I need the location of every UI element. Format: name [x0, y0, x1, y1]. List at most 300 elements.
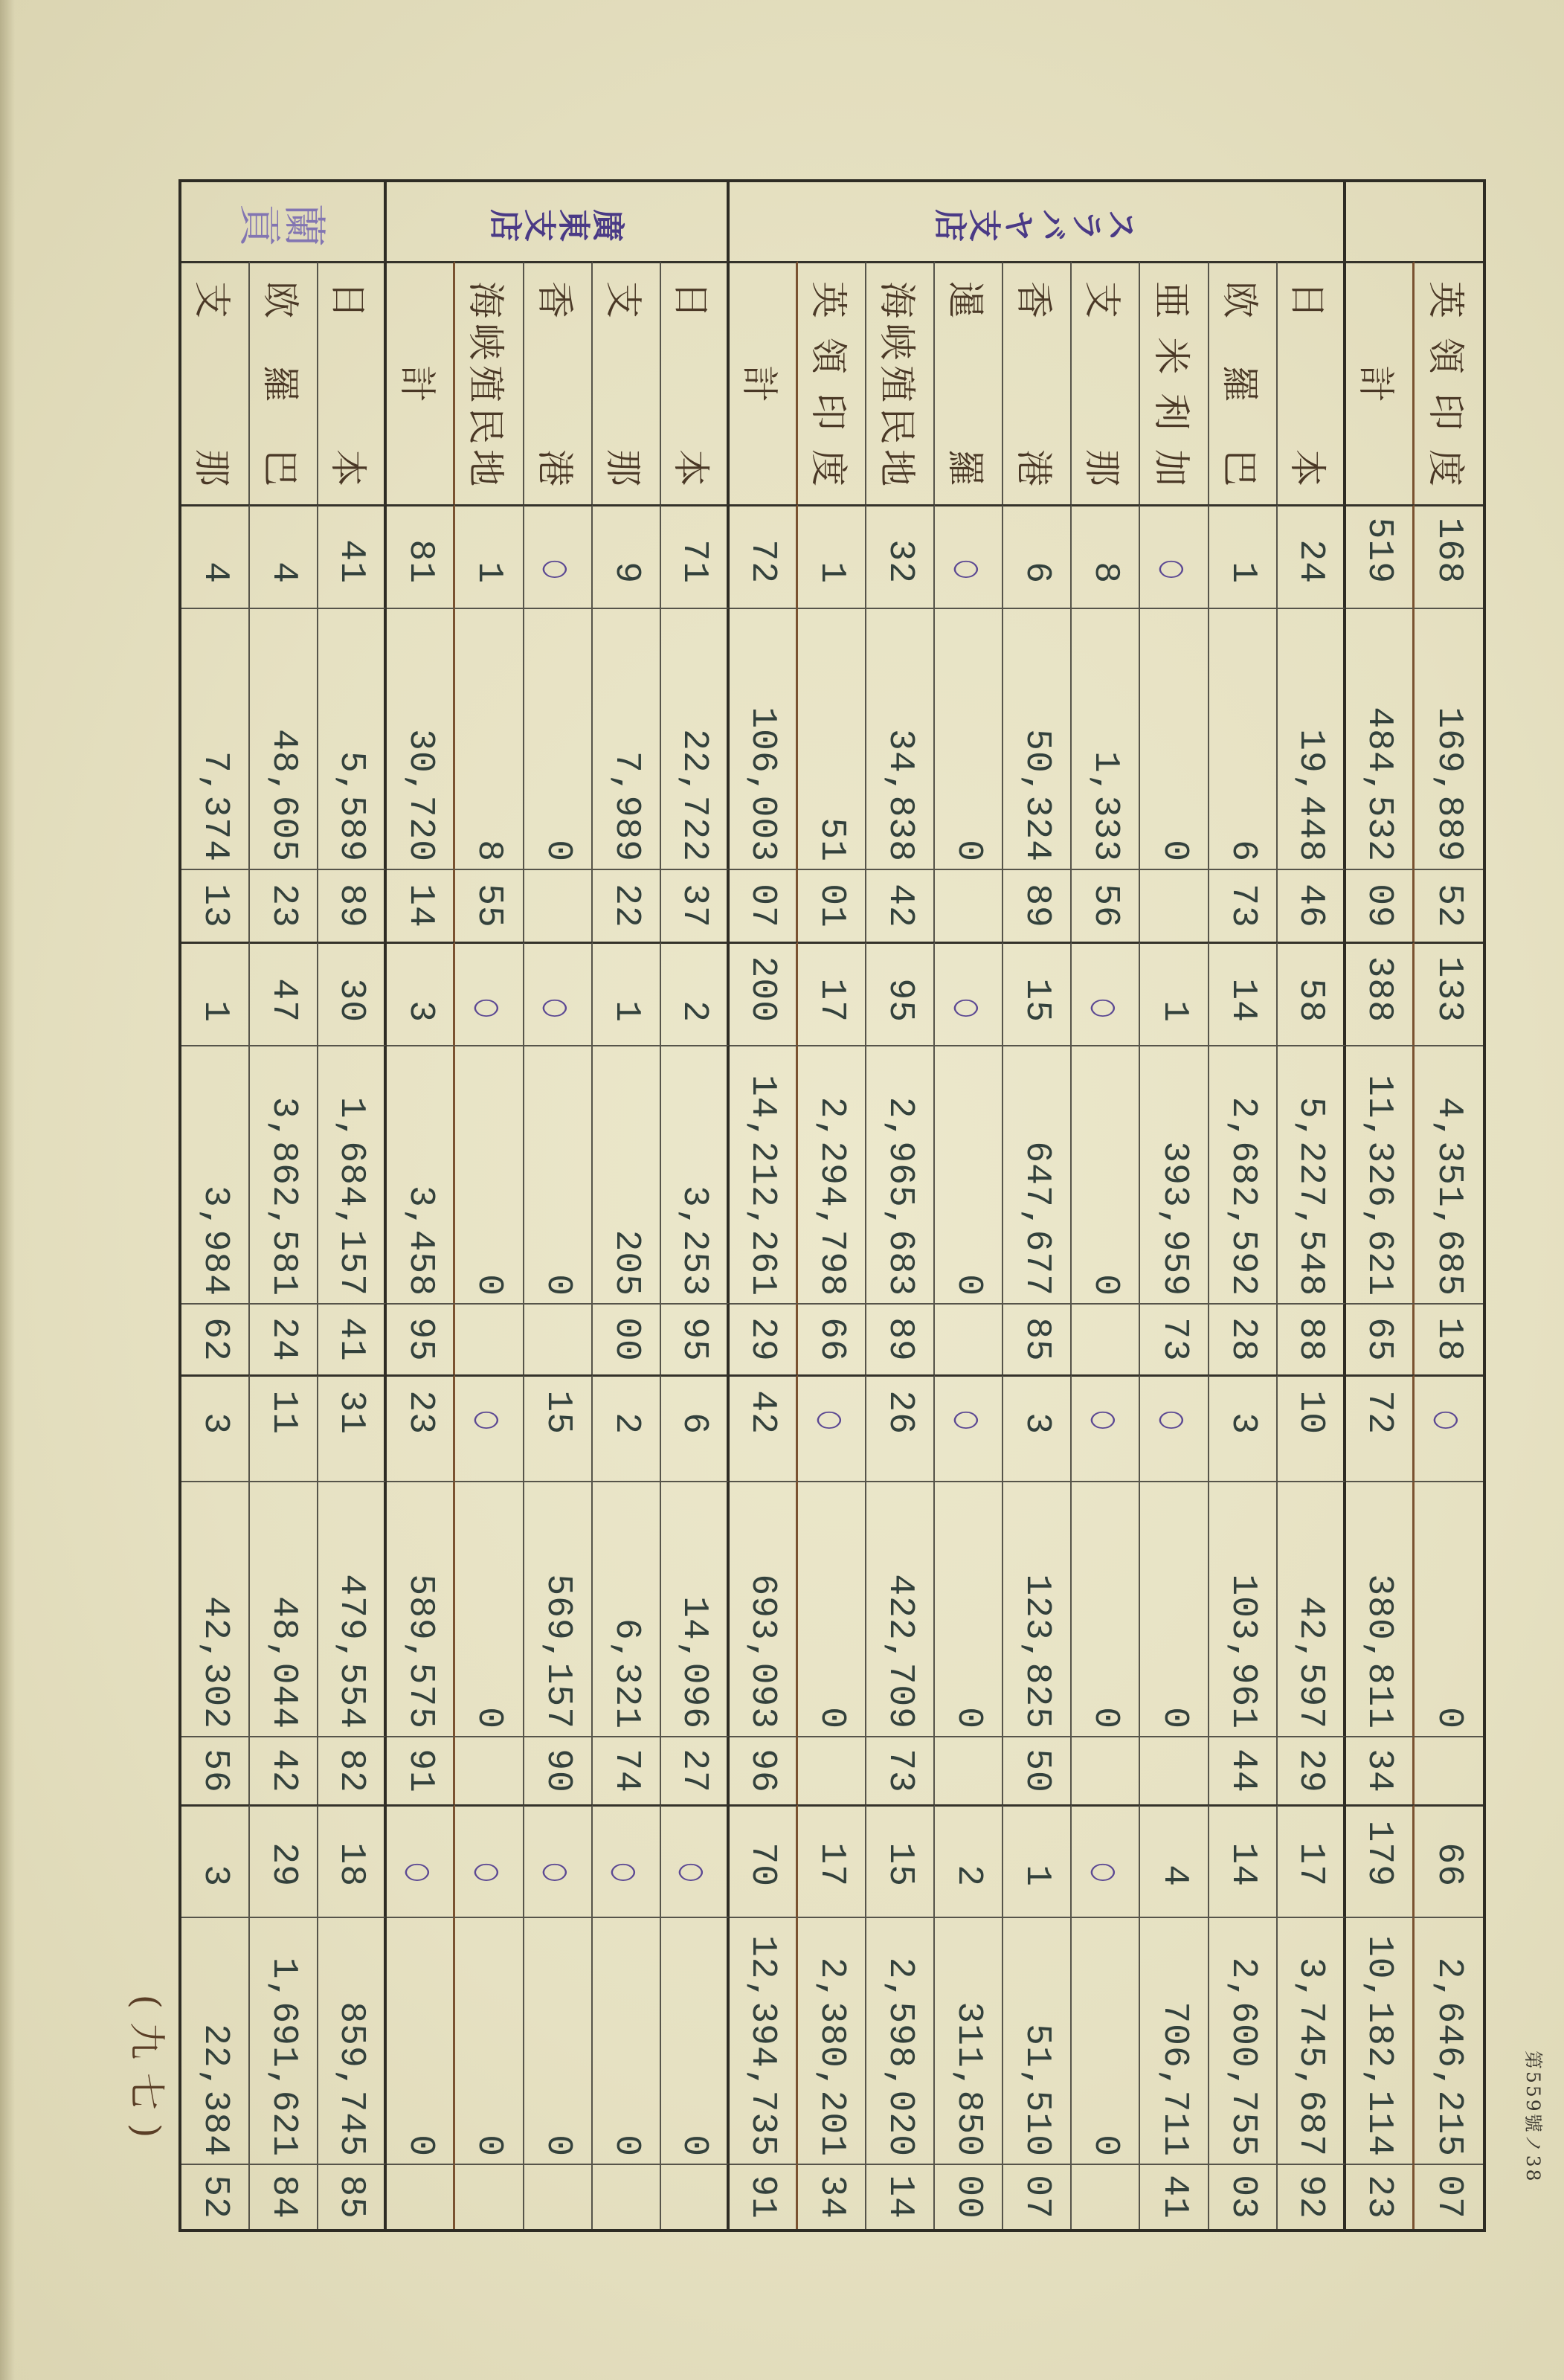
decimal-cell — [798, 1736, 866, 1804]
decimal-cell — [1140, 1736, 1209, 1804]
amount-cell — [730, 1917, 798, 2164]
amount-cell — [1072, 608, 1140, 869]
count-cell-text: 42 — [742, 1390, 783, 1435]
count-cell-text: ○ — [539, 559, 576, 580]
amount-cell-text: 4,351,685 — [1428, 1096, 1469, 1296]
amount-cell-text: 103,961 — [1222, 1574, 1263, 1729]
decimal-cell — [661, 1736, 730, 1804]
decimal-cell — [1209, 869, 1278, 942]
amount-cell-text: 19,448 — [1290, 729, 1330, 862]
decimal-cell — [181, 1303, 250, 1374]
count-cell-text: ○ — [1087, 1862, 1124, 1883]
amount-cell — [181, 608, 250, 869]
amount-cell — [1140, 1481, 1209, 1736]
decimal-cell — [524, 2164, 593, 2229]
amount-cell — [866, 1481, 935, 1736]
amount-cell-text: 1,684,157 — [331, 1096, 372, 1296]
decimal-cell-text: 91 — [742, 2175, 783, 2219]
count-cell-text: 95 — [880, 978, 921, 1023]
count-cell-text: 17 — [1290, 1842, 1330, 1887]
decimal-cell-text: 55 — [469, 884, 509, 928]
region-label-text: 支那 — [190, 281, 234, 486]
amount-cell — [1415, 608, 1483, 869]
decimal-cell-text: 34 — [1359, 1749, 1400, 1793]
decimal-cell-text: 74 — [605, 1749, 646, 1793]
amount-cell-text: 1,691,621 — [263, 1957, 304, 2157]
count-cell-text: 1 — [195, 1000, 236, 1023]
amount-cell — [1003, 608, 1072, 869]
amount-cell-text: 2,682,592 — [1222, 1096, 1263, 1296]
count-cell — [1346, 942, 1415, 1045]
region-label — [661, 261, 730, 504]
count-cell-text: 2 — [673, 1000, 714, 1023]
amount-cell — [1415, 1481, 1483, 1736]
count-cell-text: ○ — [675, 1862, 712, 1883]
count-cell-text: 1 — [811, 562, 852, 584]
decimal-cell-text: 00 — [605, 1317, 646, 1362]
count-cell — [593, 504, 661, 608]
count-cell — [1003, 504, 1072, 608]
count-cell-text: 11 — [263, 1390, 304, 1435]
region-label-text: 日本 — [326, 281, 370, 486]
count-cell — [1415, 942, 1483, 1045]
decimal-cell — [866, 1736, 935, 1804]
amount-cell-text: 0 — [1153, 840, 1194, 862]
amount-cell — [1072, 1045, 1140, 1303]
count-cell — [1415, 504, 1483, 608]
count-cell-text: ○ — [539, 1862, 576, 1883]
decimal-cell — [318, 1303, 387, 1374]
decimal-cell — [935, 869, 1003, 942]
count-cell — [524, 1374, 593, 1481]
count-cell-text: ○ — [608, 1862, 645, 1883]
count-cell — [181, 942, 250, 1045]
amount-cell-text: 1,333 — [1085, 750, 1126, 862]
decimal-cell-text: 73 — [1222, 884, 1263, 928]
count-cell — [1346, 504, 1415, 608]
count-cell-text: 29 — [263, 1842, 304, 1887]
count-cell — [593, 1374, 661, 1481]
decimal-cell-text: 95 — [673, 1317, 714, 1362]
region-label-text: 日本 — [1285, 281, 1329, 486]
amount-cell — [1278, 1917, 1346, 2164]
amount-cell — [387, 1917, 455, 2164]
amount-cell-text: 0 — [948, 840, 989, 862]
amount-cell — [250, 1045, 318, 1303]
decimal-cell-text: 44 — [1222, 1749, 1263, 1793]
decimal-cell-text: 07 — [742, 884, 783, 928]
decimal-cell — [935, 2164, 1003, 2229]
amount-cell-text: 8 — [469, 840, 509, 862]
count-cell-text: 15 — [1017, 978, 1058, 1023]
decimal-cell — [798, 869, 866, 942]
count-cell — [250, 504, 318, 608]
decimal-cell-text: 89 — [1017, 884, 1058, 928]
amount-cell — [593, 1045, 661, 1303]
amount-cell — [1346, 1481, 1415, 1736]
decimal-cell — [798, 1303, 866, 1374]
decimal-cell — [1278, 2164, 1346, 2229]
region-label — [798, 261, 866, 504]
count-cell-text: 32 — [880, 539, 921, 584]
amount-cell — [524, 1045, 593, 1303]
count-cell — [318, 504, 387, 608]
amount-cell — [935, 608, 1003, 869]
decimal-cell-text: 85 — [1017, 1317, 1058, 1362]
count-cell — [455, 942, 524, 1045]
count-cell — [730, 1804, 798, 1917]
region-label-text: 暹羅 — [944, 281, 988, 486]
amount-cell — [1072, 1917, 1140, 2164]
decimal-cell — [730, 2164, 798, 2229]
region-label — [181, 261, 250, 504]
count-cell — [1346, 1374, 1415, 1481]
amount-cell — [730, 1481, 798, 1736]
amount-cell — [1346, 1917, 1415, 2164]
region-label-text: 支那 — [601, 281, 645, 486]
decimal-cell — [730, 1303, 798, 1374]
count-cell — [1209, 1804, 1278, 1917]
amount-cell-text: 0 — [1085, 2135, 1126, 2157]
count-cell-text: 58 — [1290, 978, 1330, 1023]
count-cell-text: 3 — [195, 1865, 236, 1887]
amount-cell — [935, 1917, 1003, 2164]
page-number: (九七) — [125, 1994, 168, 2152]
decimal-cell — [318, 869, 387, 942]
amount-cell — [730, 1045, 798, 1303]
amount-cell-text: 7,374 — [195, 750, 236, 862]
amount-cell-text: 0 — [811, 1707, 852, 1729]
count-cell-text: ○ — [950, 1410, 987, 1431]
decimal-cell — [593, 1303, 661, 1374]
total-row-label — [1346, 261, 1415, 504]
amount-cell-text: 11,326,621 — [1359, 1074, 1400, 1296]
section-label-text: スラバヤ支店 — [933, 203, 1139, 241]
decimal-cell-text: 28 — [1222, 1317, 1263, 1362]
decimal-cell-text: 13 — [195, 884, 236, 928]
page-reference: 第559號ノ38 — [1522, 2051, 1544, 2184]
amount-cell-text: 0 — [948, 1274, 989, 1296]
decimal-cell — [1415, 1303, 1483, 1374]
amount-cell — [1415, 1045, 1483, 1303]
count-cell-text: 15 — [880, 1842, 921, 1887]
amount-cell — [798, 1917, 866, 2164]
decimal-cell — [1209, 2164, 1278, 2229]
decimal-cell — [1209, 1736, 1278, 1804]
amount-cell-text: 0 — [605, 2135, 646, 2157]
count-cell — [1209, 1374, 1278, 1481]
amount-cell — [1003, 1481, 1072, 1736]
decimal-cell-text: 90 — [537, 1749, 578, 1793]
amount-cell — [593, 1481, 661, 1736]
decimal-cell-text: 23 — [263, 884, 304, 928]
decimal-cell-text: 07 — [1428, 2175, 1469, 2219]
region-label-text: 香港 — [532, 281, 576, 486]
amount-cell — [866, 1045, 935, 1303]
decimal-cell — [387, 1736, 455, 1804]
amount-cell-text: 0 — [537, 2135, 578, 2157]
region-label-text: 欧羅巴 — [1217, 281, 1261, 486]
count-cell — [866, 504, 935, 608]
decimal-cell — [524, 1736, 593, 1804]
decimal-cell — [661, 869, 730, 942]
decimal-cell-text: 41 — [331, 1317, 372, 1362]
count-cell — [1072, 942, 1140, 1045]
amount-cell — [593, 608, 661, 869]
amount-cell — [661, 1917, 730, 2164]
amount-cell — [455, 1481, 524, 1736]
count-cell — [455, 504, 524, 608]
region-label — [1140, 261, 1209, 504]
decimal-cell-text: 09 — [1359, 884, 1400, 928]
count-cell-text: 66 — [1428, 1842, 1469, 1887]
count-cell-text: 1 — [1222, 562, 1263, 584]
decimal-cell — [1003, 1303, 1072, 1374]
decimal-cell — [1415, 869, 1483, 942]
amount-cell — [661, 1481, 730, 1736]
decimal-cell — [1278, 1303, 1346, 1374]
decimal-cell-text: 46 — [1290, 884, 1330, 928]
count-cell — [866, 942, 935, 1045]
amount-cell-text: 311,850 — [948, 2001, 989, 2157]
amount-cell-text: 51 — [811, 817, 852, 862]
decimal-cell — [1003, 1736, 1072, 1804]
amount-cell — [1003, 1045, 1072, 1303]
decimal-cell — [661, 2164, 730, 2229]
count-cell-text: 10 — [1290, 1390, 1330, 1435]
decimal-cell-text: 14 — [399, 884, 440, 928]
amount-cell — [524, 1481, 593, 1736]
count-cell — [1278, 504, 1346, 608]
amount-cell-text: 2,646,215 — [1428, 1957, 1469, 2157]
decimal-cell — [1346, 1303, 1415, 1374]
decimal-cell-text: 89 — [331, 884, 372, 928]
amount-cell — [181, 1481, 250, 1736]
amount-cell — [1140, 608, 1209, 869]
count-cell — [798, 504, 866, 608]
decimal-cell — [250, 1736, 318, 1804]
amount-cell — [318, 1045, 387, 1303]
decimal-cell — [866, 1303, 935, 1374]
count-cell — [455, 1804, 524, 1917]
count-cell-text: 3 — [399, 1000, 440, 1023]
decimal-cell — [935, 1303, 1003, 1374]
amount-cell-text: 51,510 — [1017, 2024, 1058, 2157]
count-cell-text: ○ — [470, 1410, 507, 1431]
count-cell-text: 179 — [1359, 1820, 1400, 1887]
decimal-cell-text: 95 — [399, 1317, 440, 1362]
count-cell-text: 31 — [331, 1390, 372, 1435]
decimal-cell — [455, 1303, 524, 1374]
section-label — [181, 182, 387, 261]
amount-cell-text: 3,862,581 — [263, 1096, 304, 1296]
amount-cell-text: 589,575 — [399, 1574, 440, 1729]
region-label-text: 香港 — [1012, 281, 1056, 486]
decimal-cell-text: 52 — [1428, 884, 1469, 928]
count-cell-text: 388 — [1359, 956, 1400, 1023]
region-label-text: 亜米利加 — [1149, 281, 1193, 486]
count-cell — [524, 504, 593, 608]
amount-cell — [387, 608, 455, 869]
count-cell — [387, 1374, 455, 1481]
count-cell — [318, 1804, 387, 1917]
decimal-cell — [1140, 1303, 1209, 1374]
amount-cell-text: 48,044 — [263, 1596, 304, 1729]
count-cell — [1209, 504, 1278, 608]
count-cell-text: 4 — [263, 562, 304, 584]
count-cell — [1346, 1804, 1415, 1917]
count-cell — [661, 1804, 730, 1917]
count-cell — [798, 1804, 866, 1917]
amount-cell-text: 14,096 — [673, 1596, 714, 1729]
region-label — [1003, 261, 1072, 504]
decimal-cell — [455, 2164, 524, 2229]
decimal-cell — [1072, 2164, 1140, 2229]
amount-cell-text: 3,745,687 — [1290, 1957, 1330, 2157]
count-cell-text: 3 — [1017, 1412, 1058, 1435]
decimal-cell — [798, 2164, 866, 2229]
amount-cell-text: 0 — [1153, 1707, 1194, 1729]
count-cell — [1415, 1804, 1483, 1917]
decimal-cell-text: 42 — [263, 1749, 304, 1793]
decimal-cell — [524, 1303, 593, 1374]
count-cell — [1072, 504, 1140, 608]
amount-cell-text: 706,711 — [1153, 2001, 1194, 2157]
count-cell — [935, 1804, 1003, 1917]
count-cell-text: ○ — [950, 998, 987, 1019]
count-cell-text: 2 — [948, 1865, 989, 1887]
count-cell — [181, 1804, 250, 1917]
section-label-text: 蘭貢 — [238, 196, 328, 247]
total-row-label-text: 計 — [1354, 365, 1398, 402]
amount-cell-text: 50,324 — [1017, 729, 1058, 862]
decimal-cell-text: 14 — [880, 2175, 921, 2219]
count-cell — [593, 1804, 661, 1917]
count-cell-text: ○ — [470, 1862, 507, 1883]
count-cell-text: 8 — [1085, 562, 1126, 584]
amount-cell-text: 0 — [948, 1707, 989, 1729]
amount-cell — [730, 608, 798, 869]
decimal-cell — [181, 1736, 250, 1804]
count-cell — [661, 1374, 730, 1481]
count-cell — [181, 1374, 250, 1481]
amount-cell-text: 7,989 — [605, 750, 646, 862]
count-cell — [798, 1374, 866, 1481]
count-cell-text: 9 — [605, 562, 646, 584]
region-label — [866, 261, 935, 504]
amount-cell — [1140, 1045, 1209, 1303]
amount-cell-text: 6,321 — [605, 1618, 646, 1729]
count-cell — [387, 1804, 455, 1917]
count-cell-text: 14 — [1222, 1842, 1263, 1887]
count-cell-text: 3 — [1222, 1412, 1263, 1435]
decimal-cell — [866, 869, 935, 942]
count-cell — [387, 504, 455, 608]
count-cell — [1003, 942, 1072, 1045]
count-cell — [1278, 942, 1346, 1045]
count-cell — [935, 1374, 1003, 1481]
decimal-cell-text: 89 — [880, 1317, 921, 1362]
decimal-cell-text: 96 — [742, 1749, 783, 1793]
amount-cell-text: 693,093 — [742, 1574, 783, 1729]
amount-cell-text: 647,677 — [1017, 1141, 1058, 1296]
amount-cell-text: 42,597 — [1290, 1596, 1330, 1729]
count-cell-text: ○ — [539, 998, 576, 1019]
amount-cell-text: 0 — [469, 2135, 509, 2157]
decimal-cell-text: 66 — [811, 1317, 852, 1362]
count-cell — [250, 942, 318, 1045]
count-cell — [1209, 942, 1278, 1045]
amount-cell — [1278, 608, 1346, 869]
decimal-cell-text: 88 — [1290, 1317, 1330, 1362]
count-cell-text: 26 — [880, 1390, 921, 1435]
count-cell — [387, 942, 455, 1045]
amount-cell-text: 0 — [399, 2135, 440, 2157]
total-row-label-text: 計 — [738, 365, 782, 402]
decimal-cell — [1346, 869, 1415, 942]
amount-cell — [866, 1917, 935, 2164]
amount-cell — [661, 1045, 730, 1303]
count-cell — [661, 942, 730, 1045]
count-cell-text: 70 — [742, 1842, 783, 1887]
count-cell-text: ○ — [1087, 1410, 1124, 1431]
decimal-cell-text: 56 — [195, 1749, 236, 1793]
count-cell-text: 72 — [742, 539, 783, 584]
decimal-cell — [181, 2164, 250, 2229]
decimal-cell — [1003, 2164, 1072, 2229]
amount-cell — [524, 608, 593, 869]
count-cell — [1140, 942, 1209, 1045]
amount-cell — [181, 1045, 250, 1303]
amount-cell — [1072, 1481, 1140, 1736]
amount-cell — [798, 1045, 866, 1303]
decimal-cell-text: 18 — [1428, 1317, 1469, 1362]
count-cell-text: 519 — [1359, 517, 1400, 584]
decimal-cell-text: 03 — [1222, 2175, 1263, 2219]
count-cell — [181, 504, 250, 608]
amount-cell-text: 22,722 — [673, 729, 714, 862]
amount-cell-text: 2,598,020 — [880, 1957, 921, 2157]
decimal-cell-text: 01 — [811, 884, 852, 928]
decimal-cell — [387, 2164, 455, 2229]
decimal-cell-text: 84 — [263, 2175, 304, 2219]
decimal-cell — [730, 869, 798, 942]
section-label — [387, 182, 730, 261]
count-cell-text: 81 — [399, 539, 440, 584]
count-cell-text: 47 — [263, 978, 304, 1023]
decimal-cell — [1072, 1303, 1140, 1374]
count-cell-text: 18 — [331, 1842, 372, 1887]
count-cell — [1072, 1804, 1140, 1917]
decimal-cell-text: 23 — [1359, 2175, 1400, 2219]
count-cell — [935, 504, 1003, 608]
amount-cell — [250, 1917, 318, 2164]
decimal-cell-text: 29 — [1290, 1749, 1330, 1793]
amount-cell-text: 484,532 — [1359, 707, 1400, 862]
amount-cell-text: 479,554 — [331, 1574, 372, 1729]
region-label-text: 英領印度 — [807, 281, 851, 486]
amount-cell-text: 30,720 — [399, 729, 440, 862]
amount-cell — [1346, 608, 1415, 869]
amount-cell-text: 0 — [537, 840, 578, 862]
decimal-cell — [593, 1736, 661, 1804]
amount-cell — [181, 1917, 250, 2164]
count-cell-text: 14 — [1222, 978, 1263, 1023]
amount-cell-text: 12,394,735 — [742, 1934, 783, 2157]
amount-cell — [1278, 1045, 1346, 1303]
count-cell-text: 6 — [1017, 562, 1058, 584]
region-label — [455, 261, 524, 504]
